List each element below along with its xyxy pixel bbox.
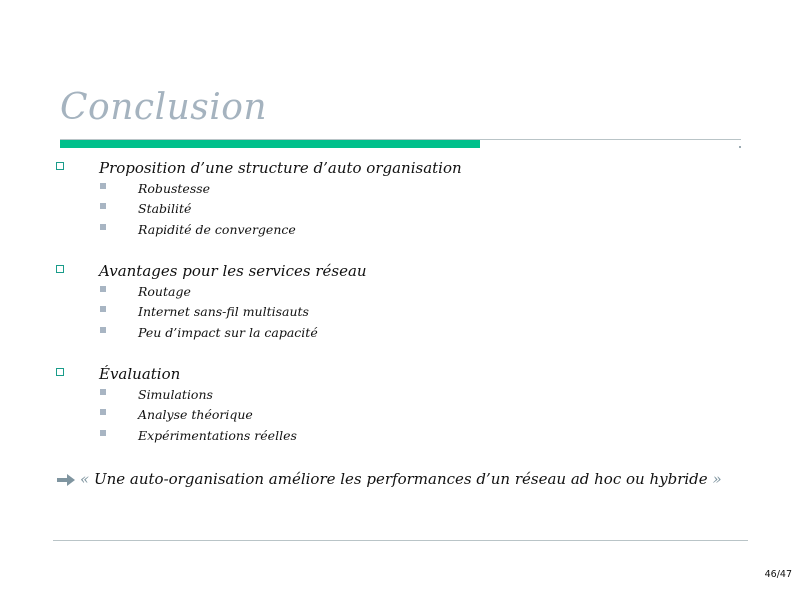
sub-list <box>56 284 756 345</box>
list-item-text: Routage <box>138 284 191 299</box>
section-proposition <box>56 159 756 242</box>
slide-title: Conclusion <box>60 87 268 128</box>
title-accent-bar <box>60 140 480 148</box>
right-arrow-icon <box>56 473 76 487</box>
decorative-dot <box>739 146 741 148</box>
square-filled-icon <box>100 327 106 333</box>
section-evaluation <box>56 365 756 448</box>
list-item <box>56 284 756 304</box>
list-item <box>56 407 756 427</box>
list-item <box>56 181 756 201</box>
list-item <box>56 428 756 448</box>
list-item-text: Stabilité <box>138 201 192 217</box>
sub-list <box>56 387 756 448</box>
square-filled-icon <box>100 389 106 395</box>
close-quote: » <box>712 470 722 488</box>
section-heading-row <box>56 159 756 181</box>
square-outline-icon <box>56 265 64 273</box>
square-filled-icon <box>100 286 106 292</box>
section-heading: Évaluation <box>99 365 181 383</box>
square-outline-icon <box>56 368 64 376</box>
list-item <box>56 325 756 345</box>
list-item <box>56 222 756 242</box>
section-avantages <box>56 262 756 345</box>
list-item-text: Robustesse <box>138 181 211 196</box>
section-heading: Proposition d’une structure d’auto organisation <box>99 159 462 177</box>
conclusion-body: Une auto-organisation améliore les performances d’un réseau ad hoc ou hybride <box>93 470 708 488</box>
square-filled-icon <box>100 409 106 415</box>
list-item <box>56 387 756 407</box>
sub-list <box>56 181 756 242</box>
list-item <box>56 201 756 221</box>
page-number: 46/47 <box>764 569 792 580</box>
square-outline-icon <box>56 162 64 170</box>
list-item-text: Rapidité de convergence <box>138 221 296 237</box>
list-item-text: Analyse théorique <box>138 407 253 423</box>
open-quote: « <box>80 470 90 488</box>
section-heading-row <box>56 262 756 284</box>
section-heading-row <box>56 365 756 387</box>
list-item <box>56 304 756 324</box>
section-heading: Avantages pour les services réseau <box>99 262 367 280</box>
square-filled-icon <box>100 183 106 189</box>
list-item-text: Internet sans-fil multisauts <box>138 304 309 320</box>
list-item-text: Simulations <box>138 387 213 402</box>
list-item-text: Peu d’impact sur la capacité <box>138 324 318 340</box>
square-filled-icon <box>100 224 106 230</box>
square-filled-icon <box>100 203 106 209</box>
square-filled-icon <box>100 306 106 312</box>
bottom-rule <box>53 540 748 541</box>
list-item-text: Expérimentations réelles <box>138 427 297 443</box>
conclusion-text <box>80 470 722 488</box>
square-filled-icon <box>100 430 106 436</box>
